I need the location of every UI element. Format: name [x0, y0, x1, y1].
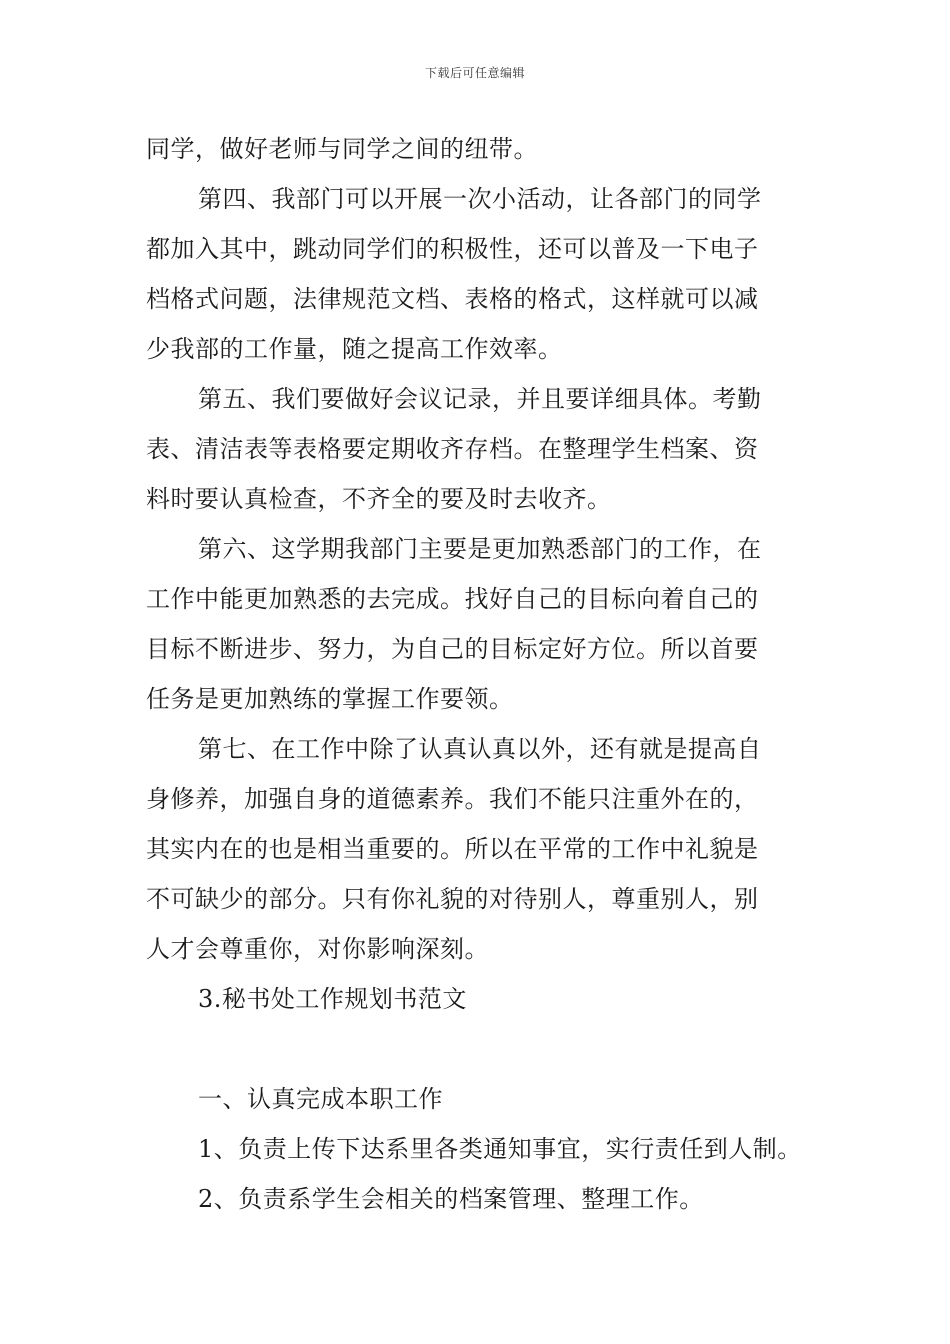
paragraph-line: 任务是更加熟练的掌握工作要领。: [146, 685, 514, 713]
section-heading: 3.秘书处工作规划书范文: [198, 985, 467, 1013]
paragraph-line: 人才会尊重你，对你影响深刻。: [146, 935, 489, 963]
subsection-heading: 一、认真完成本职工作: [198, 1085, 443, 1113]
paragraph-line: 工作中能更加熟悉的去完成。找好自己的目标向着自己的: [146, 585, 759, 613]
paragraph-line: 目标不断进步、努力，为自己的目标定好方位。所以首要: [146, 635, 759, 663]
paragraph-line: 身修养，加强自身的道德素养。我们不能只注重外在的，: [146, 785, 759, 813]
paragraph-line: 不可缺少的部分。只有你礼貌的对待别人，尊重别人，别: [146, 885, 759, 913]
list-item: 1、负责上传下达系里各类通知事宜，实行责任到人制。: [198, 1135, 802, 1163]
paragraph-line: 都加入其中，跳动同学们的积极性，还可以普及一下电子: [146, 235, 759, 263]
page-header: 下载后可任意编辑: [424, 66, 525, 80]
list-item: 2、负责系学生会相关的档案管理、整理工作。: [198, 1185, 704, 1213]
blank-line: [146, 1024, 816, 1074]
paragraph-line: 档格式问题，法律规范文档、表格的格式，这样就可以减: [146, 285, 759, 313]
document-body: [146, 124, 816, 1224]
paragraph-line: 第六、这学期我部门主要是更加熟悉部门的工作，在: [198, 535, 762, 563]
paragraph-line: 少我部的工作量，随之提高工作效率。: [146, 335, 563, 363]
paragraph-line: 第四、我部门可以开展一次小活动，让各部门的同学: [198, 185, 762, 213]
paragraph-line: 同学，做好老师与同学之间的纽带。: [146, 135, 538, 163]
paragraph-line: 表、清洁表等表格要定期收齐存档。在整理学生档案、资: [146, 435, 759, 463]
paragraph-line: 其实内在的也是相当重要的。所以在平常的工作中礼貌是: [146, 835, 759, 863]
paragraph-line: 料时要认真检查，不齐全的要及时去收齐。: [146, 485, 612, 513]
paragraph-line: 第七、在工作中除了认真认真以外，还有就是提高自: [198, 735, 762, 763]
paragraph-line: 第五、我们要做好会议记录，并且要详细具体。考勤: [198, 385, 762, 413]
